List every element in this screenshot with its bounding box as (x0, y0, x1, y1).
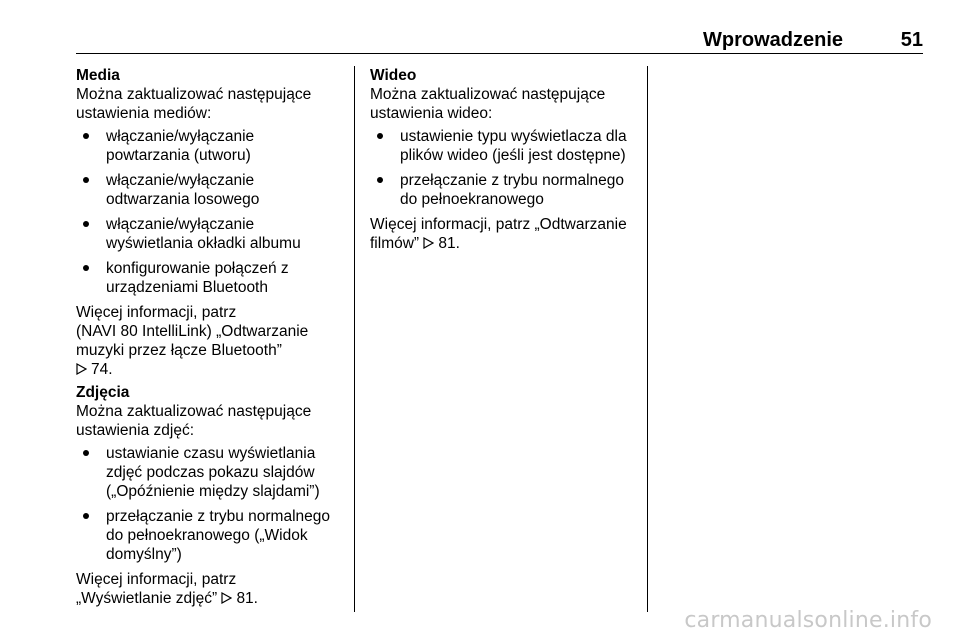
list-item (370, 127, 635, 165)
page-reference-arrow-icon (76, 363, 87, 375)
list-item (76, 215, 346, 253)
list-item-line: wyświetlania okładki albumu (106, 235, 301, 252)
photos-intro (76, 402, 346, 440)
media-heading: Media (76, 67, 120, 84)
page-reference-arrow-icon (423, 237, 434, 249)
list-item-line: plików wideo (jeśli jest dostępne) (400, 147, 626, 164)
bullet-icon (377, 133, 383, 139)
video-bullet-list (370, 127, 635, 209)
reference-title: filmów” (370, 235, 420, 252)
header-rule (76, 53, 923, 54)
list-item-line: przełączanie z trybu normalnego (400, 172, 625, 189)
bullet-icon (83, 221, 89, 227)
list-item (370, 171, 635, 209)
column-divider-right (647, 66, 648, 612)
list-item-line: włączanie/wyłączanie (106, 128, 255, 145)
list-item-line: włączanie/wyłączanie (106, 216, 255, 233)
photos-intro-line: ustawienia zdjęć: (76, 422, 195, 439)
list-item-line: ustawienie typu wyświetlacza dla (400, 128, 627, 145)
bullet-icon (83, 265, 89, 271)
list-item-line: („Opóźnienie między slajdami”) (106, 483, 320, 500)
header-title: Wprowadzenie (702, 29, 843, 51)
more-info-line: Więcej informacji, patrz (76, 304, 237, 321)
reference-page-number: 81. (236, 590, 258, 607)
media-more-info (76, 303, 346, 379)
video-more-info (370, 215, 635, 253)
video-intro-line: Można zaktualizować następujące (370, 86, 606, 103)
media-bullet-list (76, 127, 346, 297)
media-intro-line: ustawienia mediów: (76, 105, 212, 122)
photos-heading: Zdjęcia (76, 384, 130, 401)
more-info-line: Więcej informacji, patrz (76, 571, 237, 588)
photos-section (76, 383, 346, 608)
list-item-line: do pełnoekranowego („Widok (106, 527, 308, 544)
list-item (76, 444, 346, 501)
list-item-line: urządzeniami Bluetooth (106, 279, 268, 296)
video-intro (370, 85, 635, 123)
page-number: 51 (900, 29, 923, 51)
right-column (370, 66, 635, 253)
list-item (76, 507, 346, 564)
bullet-icon (83, 177, 89, 183)
reference-page-number: 74. (91, 361, 113, 378)
list-item-line: zdjęć podczas pokazu slajdów (106, 464, 315, 481)
bullet-icon (83, 450, 89, 456)
list-item (76, 127, 346, 165)
media-intro (76, 85, 346, 123)
page-reference-arrow-icon (221, 592, 232, 604)
list-item-line: domyślny”) (106, 546, 182, 563)
reference-title: „Wyświetlanie zdjęć” (76, 590, 218, 607)
list-item (76, 171, 346, 209)
list-item-line: do pełnoekranowego (400, 191, 544, 208)
list-item (76, 259, 346, 297)
list-item-line: przełączanie z trybu normalnego (106, 508, 331, 525)
list-item-line: ustawianie czasu wyświetlania (106, 445, 316, 462)
list-item-line: konfigurowanie połączeń z (106, 260, 289, 277)
left-column (76, 66, 346, 608)
bullet-icon (83, 513, 89, 519)
reference-page-number: 81. (438, 235, 460, 252)
page-header (76, 28, 923, 54)
video-heading: Wideo (370, 67, 417, 84)
more-info-line: Więcej informacji, patrz „Odtwarzanie (370, 216, 627, 233)
video-section (370, 66, 635, 253)
column-divider-left (354, 66, 355, 612)
video-intro-line: ustawienia wideo: (370, 105, 493, 122)
photos-more-info (76, 570, 346, 608)
page-reference[interactable] (76, 589, 346, 608)
more-info-line: (NAVI 80 IntelliLink) „Odtwarzanie (76, 323, 309, 340)
photos-intro-line: Można zaktualizować następujące (76, 403, 312, 420)
list-item-line: włączanie/wyłączanie (106, 172, 255, 189)
photos-bullet-list (76, 444, 346, 564)
media-section (76, 66, 346, 379)
watermark: carmanualsonline.info (684, 608, 932, 633)
bullet-icon (377, 177, 383, 183)
list-item-line: powtarzania (utworu) (106, 147, 251, 164)
media-intro-line: Można zaktualizować następujące (76, 86, 312, 103)
more-info-line: muzyki przez łącze Bluetooth” (76, 342, 282, 359)
list-item-line: odtwarzania losowego (106, 191, 260, 208)
bullet-icon (83, 133, 89, 139)
page-reference[interactable] (76, 360, 346, 379)
page-reference[interactable] (370, 234, 635, 253)
